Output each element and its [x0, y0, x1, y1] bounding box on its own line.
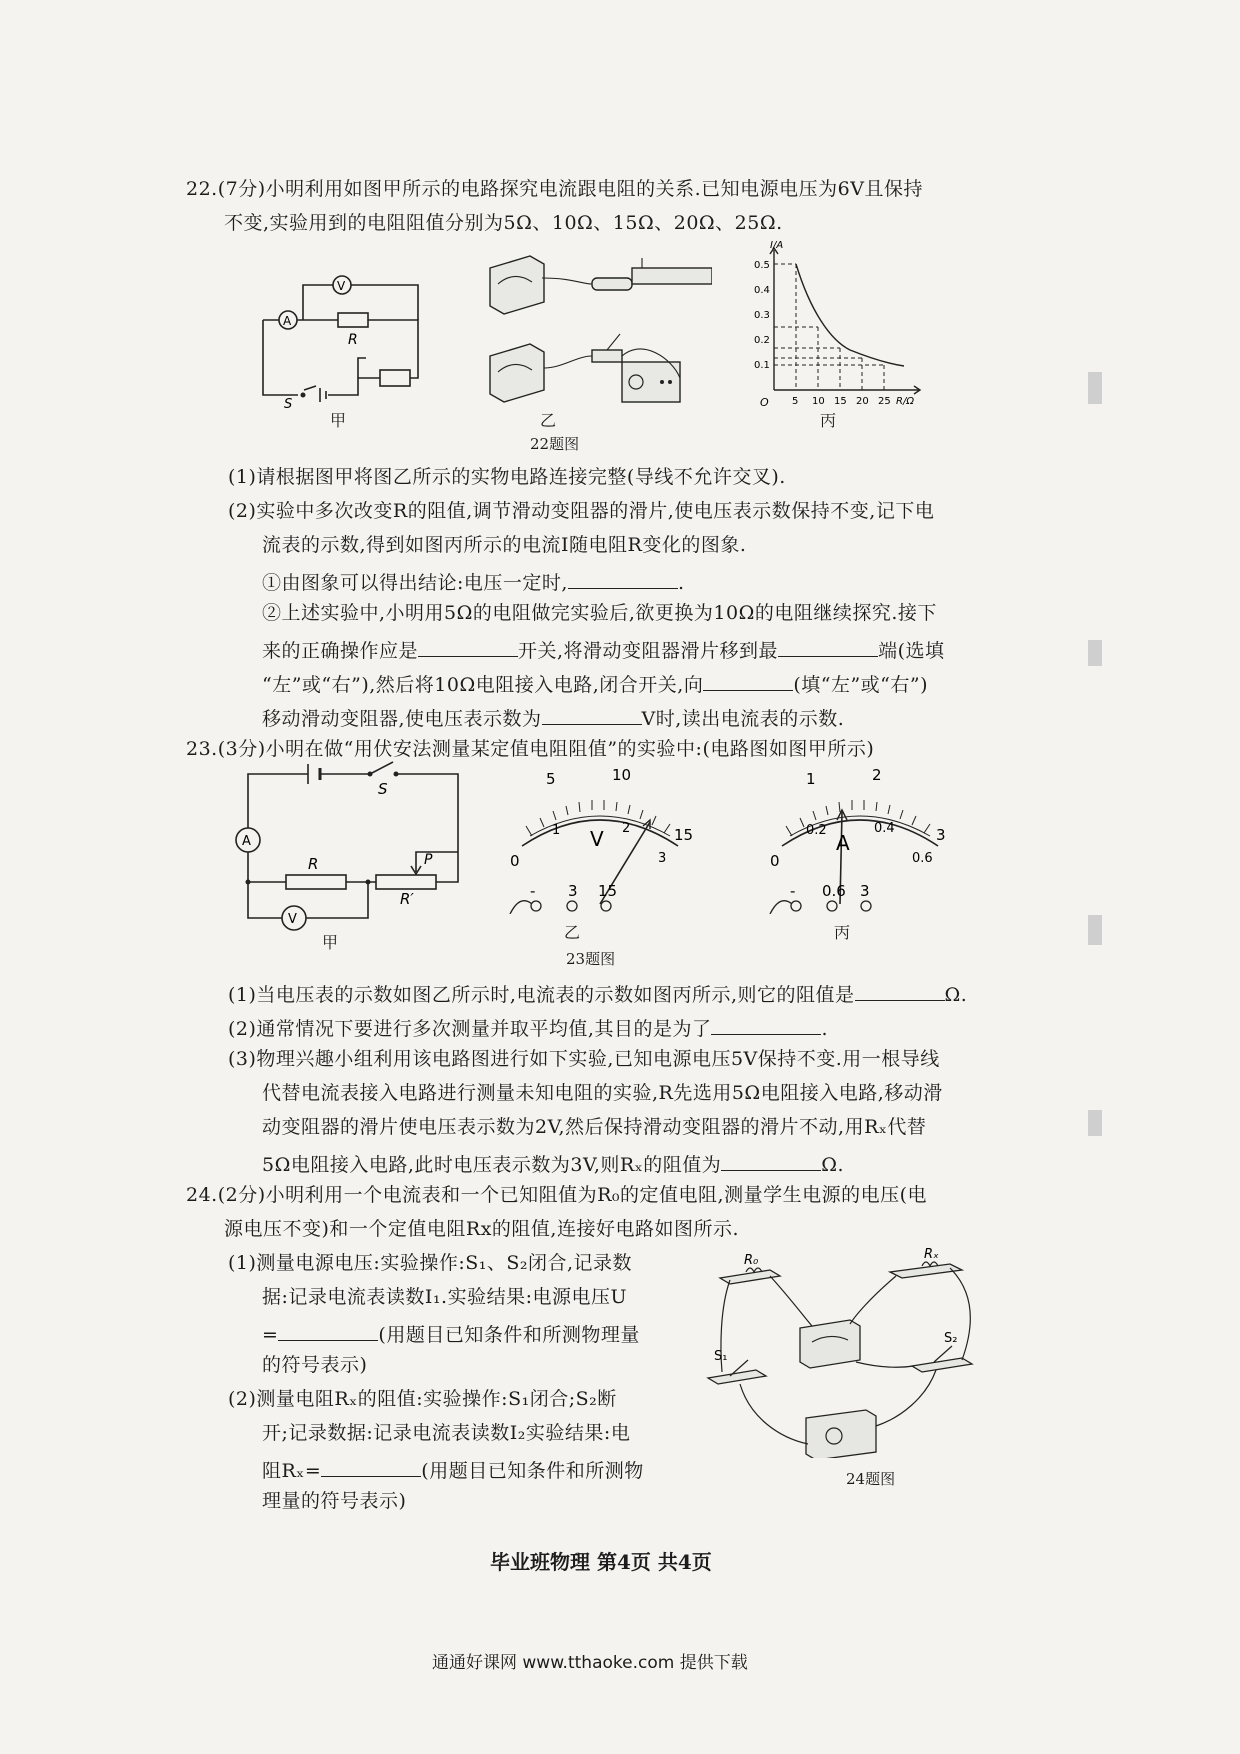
q24-apparatus — [700, 1238, 1000, 1458]
q22-part2-line2: 流表的示数,得到如图丙所示的电流I随电阻R变化的图象. — [262, 534, 747, 556]
q22-circuit-jia — [258, 250, 438, 420]
svg-text:O: O — [760, 396, 769, 409]
svg-text:1: 1 — [806, 770, 816, 788]
svg-text:S: S — [284, 397, 293, 412]
answer-blank[interactable] — [542, 706, 642, 725]
svg-text:0.6: 0.6 — [822, 882, 846, 900]
svg-text:10: 10 — [812, 396, 825, 407]
q23-label-yi: 乙 — [564, 923, 581, 942]
q23-part1: (1)当电压表的示数如图乙所示时,电流表的示数如图丙所示,则它的阻值是 Ω. — [228, 984, 968, 1006]
svg-text:R′: R′ — [400, 890, 414, 908]
svg-text:20: 20 — [856, 396, 869, 407]
q23-part3-line1: (3)物理兴趣小组利用该电路图进行如下实验,已知电源电压5V保持不变.用一根导线 — [228, 1048, 940, 1070]
q23-label-bing: 丙 — [834, 923, 851, 942]
q24-part2-line3: 阻Rₓ= (用题目已知条件和所测物 — [262, 1460, 644, 1482]
svg-text:1: 1 — [552, 823, 561, 838]
svg-text:A: A — [283, 314, 292, 328]
q24-part2-line2: 开;记录数据:记录电流表读数I₂实验结果:电 — [262, 1422, 631, 1444]
q22-part2-step-line4: 移动滑动变阻器,使电压表示数为 V时,读出电流表的示数. — [262, 708, 845, 730]
q22-label-yi: 乙 — [540, 411, 557, 430]
svg-text:-: - — [530, 882, 536, 900]
q23-line1: 23.(3分)小明在做“用伏安法测量某定值电阻阻值”的实验中:(电路图如图甲所示) — [186, 738, 875, 760]
svg-text:5: 5 — [546, 770, 556, 788]
answer-blank[interactable] — [711, 1016, 821, 1035]
q24-part2-line1: (2)测量电阻Rₓ的阻值:实验操作:S₁闭合;S₂断 — [228, 1388, 617, 1410]
svg-text:0.4: 0.4 — [874, 821, 895, 836]
bleed-mark — [1088, 372, 1102, 404]
answer-blank[interactable] — [321, 1458, 421, 1477]
svg-text:V: V — [590, 827, 604, 851]
q22-part2-step-line2: 来的正确操作应是 开关,将滑动变阻器滑片移到最 端(选填 — [262, 640, 945, 662]
q23-part3-line4: 5Ω电阻接入电路,此时电压表示数为3V,则Rₓ的阻值为 Ω. — [262, 1154, 845, 1176]
q23-caption: 23题图 — [566, 950, 616, 968]
answer-blank[interactable] — [568, 570, 678, 589]
svg-text:3: 3 — [936, 826, 946, 844]
q23-label-jia: 甲 — [322, 933, 339, 952]
q22-apparatus-yi — [482, 238, 712, 408]
q22-line1: 22.(7分)小明利用如图甲所示的电路探究电流跟电阻的关系.已知电源电压为6V且保持 — [186, 178, 923, 200]
svg-text:R: R — [348, 332, 358, 348]
svg-text:0.5: 0.5 — [754, 260, 770, 271]
q22-line2: 不变,实验用到的电阻阻值分别为5Ω、10Ω、15Ω、20Ω、25Ω. — [224, 212, 783, 234]
svg-text:P: P — [424, 852, 433, 868]
svg-text:3: 3 — [658, 851, 667, 866]
svg-text:S: S — [378, 780, 388, 798]
q23-ammeter-bing — [760, 754, 960, 914]
bleed-mark — [1088, 1110, 1102, 1136]
q23-circuit-jia — [228, 752, 478, 942]
q22-part2-conclusion: ①由图象可以得出结论:电压一定时, . — [262, 572, 685, 594]
svg-text:3: 3 — [568, 882, 578, 900]
q23-voltmeter-yi — [500, 754, 700, 914]
answer-blank[interactable] — [703, 672, 793, 691]
q23-part3-line3: 动变阻器的滑片使电压表示数为2V,然后保持滑动变阻器的滑片不动,用Rₓ代替 — [262, 1116, 927, 1138]
svg-text:A: A — [836, 831, 850, 855]
answer-blank[interactable] — [721, 1152, 821, 1171]
svg-text:0.3: 0.3 — [754, 310, 770, 321]
download-note: 通通好课网 www.tthaoke.com 提供下载 — [432, 1653, 748, 1673]
q22-part2-line1: (2)实验中多次改变R的阻值,调节滑动变阻器的滑片,使电压表示数保持不变,记下电 — [228, 500, 935, 522]
svg-text:R/Ω: R/Ω — [896, 396, 914, 407]
page-footer: 毕业班物理 第4页 共4页 — [490, 1550, 712, 1574]
svg-text:S₂: S₂ — [944, 1331, 958, 1346]
svg-text:-: - — [790, 882, 796, 900]
svg-text:V: V — [288, 912, 297, 927]
svg-text:0.6: 0.6 — [912, 851, 933, 866]
svg-text:S₁: S₁ — [714, 1349, 728, 1364]
svg-text:2: 2 — [622, 821, 631, 836]
svg-text:3: 3 — [860, 882, 870, 900]
q22-label-jia: 甲 — [330, 411, 347, 430]
q22-part1: (1)请根据图甲将图乙所示的实物电路连接完整(导线不允许交叉). — [228, 466, 786, 488]
svg-text:25: 25 — [878, 396, 891, 407]
q22-caption: 22题图 — [530, 435, 580, 453]
q22-part2-step-line3: “左”或“右”),然后将10Ω电阻接入电路,闭合开关,向 (填“左”或“右”) — [262, 674, 929, 696]
svg-text:2: 2 — [872, 766, 882, 784]
q22-part2-step-line1: ②上述实验中,小明用5Ω的电阻做完实验后,欲更换为10Ω的电阻继续探究.接下 — [262, 602, 937, 624]
answer-blank[interactable] — [855, 982, 945, 1001]
answer-blank[interactable] — [778, 638, 878, 657]
svg-text:10: 10 — [612, 766, 632, 784]
svg-text:0: 0 — [510, 852, 520, 870]
svg-text:0.1: 0.1 — [754, 360, 770, 371]
svg-text:0.2: 0.2 — [754, 335, 770, 346]
answer-blank[interactable] — [278, 1322, 378, 1341]
q24-line2: 源电压不变)和一个定值电阻Rx的阻值,连接好电路如图所示. — [224, 1218, 740, 1240]
answer-blank[interactable] — [418, 638, 518, 657]
q24-part2-line4: 理量的符号表示) — [262, 1490, 407, 1512]
svg-text:R: R — [308, 855, 319, 873]
svg-text:15: 15 — [834, 396, 847, 407]
svg-text:R₀: R₀ — [744, 1253, 759, 1268]
bleed-mark — [1088, 640, 1102, 666]
q24-part1-line4: 的符号表示) — [262, 1354, 368, 1376]
q24-line1: 24.(2分)小明利用一个电流表和一个已知阻值为R₀的定值电阻,测量学生电源的电压(电 — [186, 1184, 928, 1206]
svg-text:5: 5 — [792, 396, 799, 407]
q24-part1-line1: (1)测量电源电压:实验操作:S₁、S₂闭合,记录数 — [228, 1252, 633, 1274]
svg-text:V: V — [337, 279, 346, 293]
q22-graph-bing — [740, 240, 930, 410]
svg-text:Rₓ: Rₓ — [924, 1247, 939, 1262]
q23-part3-line2: 代替电流表接入电路进行测量未知电阻的实验,R先选用5Ω电阻接入电路,移动滑 — [262, 1082, 943, 1104]
svg-text:15: 15 — [674, 826, 694, 844]
svg-text:0.2: 0.2 — [806, 823, 827, 838]
q23-part2: (2)通常情况下要进行多次测量并取平均值,其目的是为了 . — [228, 1018, 829, 1040]
q22-label-bing: 丙 — [820, 411, 837, 430]
bleed-mark — [1088, 915, 1102, 945]
svg-text:0: 0 — [770, 852, 780, 870]
q24-part1-line2: 据:记录电流表读数I₁.实验结果:电源电压U — [262, 1286, 627, 1308]
svg-text:0.4: 0.4 — [754, 285, 770, 296]
svg-text:I/A: I/A — [770, 240, 784, 251]
q24-caption: 24题图 — [846, 1470, 896, 1488]
svg-text:15: 15 — [598, 882, 618, 900]
q24-part1-line3: = (用题目已知条件和所测物理量 — [262, 1324, 640, 1346]
svg-text:A: A — [242, 834, 251, 849]
